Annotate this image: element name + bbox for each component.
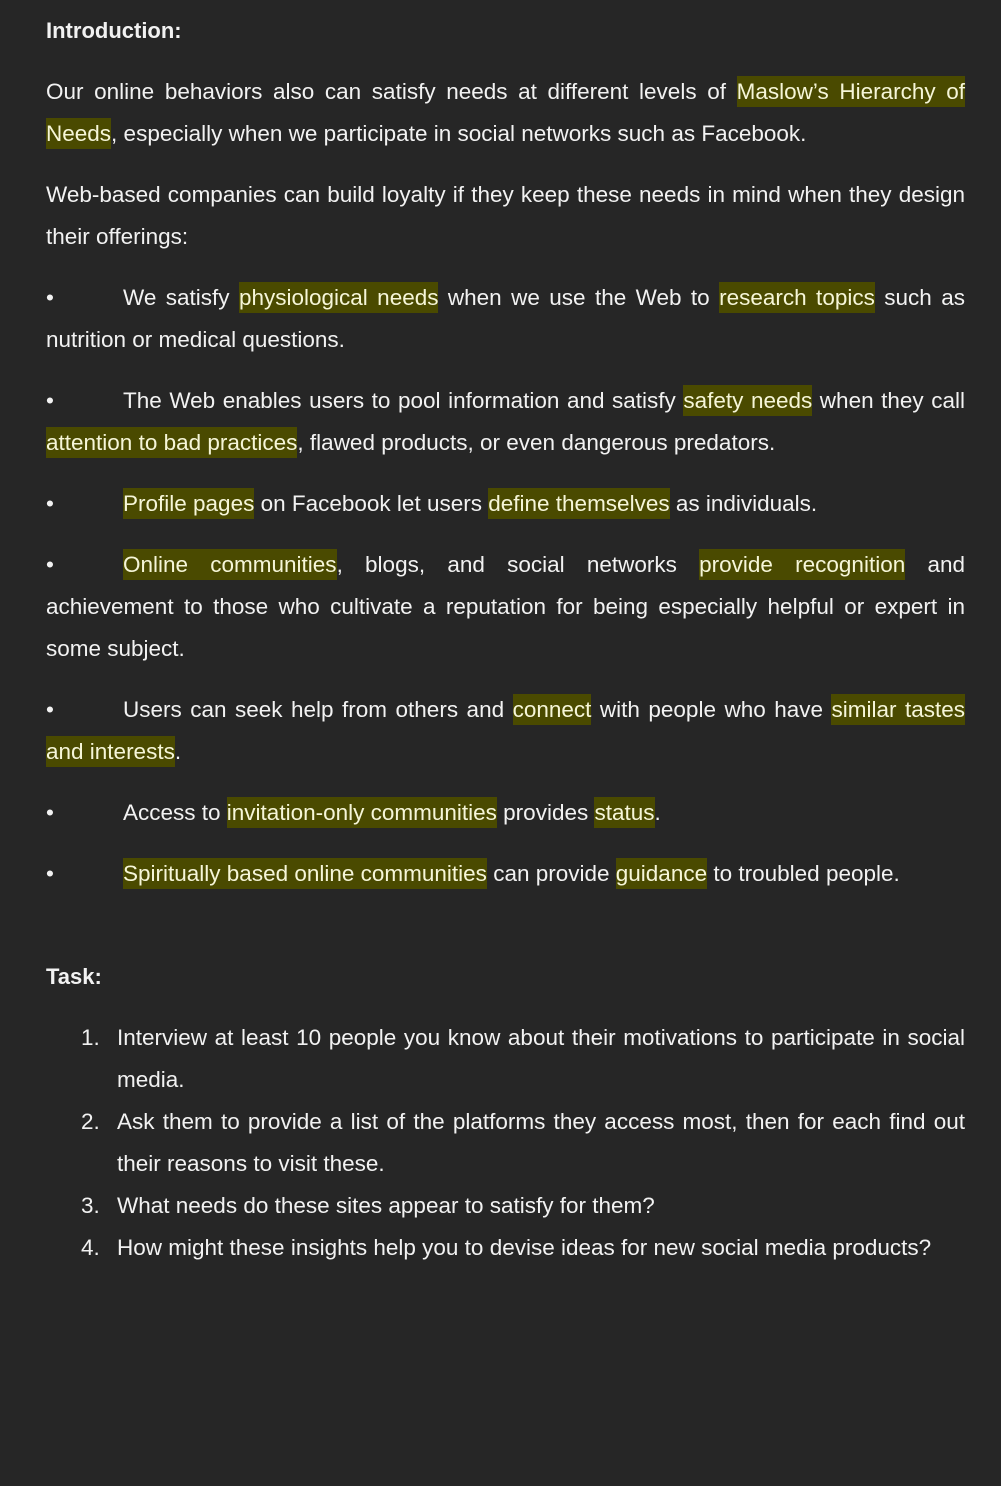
text-span: on Facebook let users (254, 491, 489, 516)
task-number: 4. (81, 1235, 100, 1260)
bullet-item (46, 277, 965, 361)
text-span: . (654, 800, 661, 825)
bullet-list (46, 277, 965, 895)
text-span: can provide (486, 861, 616, 886)
text-span: Users can seek help from others and (123, 697, 513, 722)
highlighted-term: attention to bad practices (46, 427, 297, 458)
text-span: We satisfy (123, 285, 239, 310)
text-span: when they call (812, 388, 965, 413)
text-span: provides (496, 800, 595, 825)
text-span: when we use the Web to (438, 285, 720, 310)
highlighted-term: connect (513, 694, 592, 725)
bullet-item (46, 483, 965, 525)
highlighted-term: define themselves (488, 488, 669, 519)
text-span: to troubled people. (707, 861, 900, 886)
highlighted-term: Profile pages (123, 488, 254, 519)
task-heading: Task: (46, 964, 102, 989)
task-item (46, 1101, 965, 1185)
bullet-item (46, 792, 965, 834)
intro-paragraph-2: Web-based companies can build loyalty if they keep these needs in mind when they design their offerings: (46, 182, 965, 249)
text-span: . (174, 739, 182, 764)
bullet-icon: • (46, 552, 54, 577)
bullet-icon: • (46, 285, 54, 310)
highlighted-term: Online communities (123, 549, 337, 580)
text-span: The Web enables users to pool information and satisfy (123, 388, 684, 413)
highlighted-term: similar tastes and interests (46, 694, 965, 767)
text-span: with people who have (591, 697, 832, 722)
intro-paragraph-1 (46, 71, 965, 155)
text-span: and achievement to those who cultivate a reputation for being especially helpful or expert in some subject. (46, 552, 966, 661)
highlighted-term: provide recognition (699, 549, 905, 580)
task-text: Interview at least 10 people you know about their motivations to participate in social media. (117, 1025, 965, 1092)
bullet-item (46, 853, 965, 895)
bullet-icon: • (46, 861, 54, 886)
bullet-item (46, 689, 965, 773)
task-text: How might these insights help you to devise ideas for new social media products? (117, 1235, 932, 1260)
task-number: 3. (81, 1193, 100, 1218)
bullet-icon: • (46, 491, 54, 516)
task-list (46, 1017, 965, 1269)
task-text: What needs do these sites appear to satisfy for them? (117, 1193, 655, 1218)
text-span: Our online behaviors also can satisfy needs at different levels of (46, 79, 737, 104)
task-item (46, 1185, 965, 1227)
text-span: as individuals. (669, 491, 818, 516)
text-span: , especially when we participate in social networks such as Facebook. (111, 121, 807, 146)
task-number: 2. (81, 1109, 100, 1134)
bullet-item (46, 380, 965, 464)
text-span: , blogs, and social networks (336, 552, 700, 577)
task-item (46, 1227, 965, 1269)
task-number: 1. (81, 1025, 100, 1050)
bullet-icon: • (46, 388, 54, 413)
bullet-item (46, 544, 965, 670)
highlighted-term: Spiritually based online communities (123, 858, 487, 889)
text-span: , flawed products, or even dangerous predators. (297, 430, 776, 455)
bullet-icon: • (46, 697, 54, 722)
highlighted-term: guidance (616, 858, 707, 889)
task-text: Ask them to provide a list of the platforms they access most, then for each find out their reasons to visit these. (117, 1109, 965, 1176)
highlighted-term: invitation-only communities (227, 797, 497, 828)
highlighted-term: physiological needs (239, 282, 439, 313)
highlighted-term: status (594, 797, 654, 828)
text-span: such as nutrition or medical questions. (46, 285, 965, 352)
highlighted-term: safety needs (683, 385, 812, 416)
bullet-icon: • (46, 800, 54, 825)
highlighted-term: research topics (719, 282, 875, 313)
introduction-heading: Introduction: (46, 18, 182, 43)
task-item (46, 1017, 965, 1101)
highlighted-term: Maslow’s Hierarchy of Needs (46, 76, 965, 149)
text-span: Access to (123, 800, 227, 825)
